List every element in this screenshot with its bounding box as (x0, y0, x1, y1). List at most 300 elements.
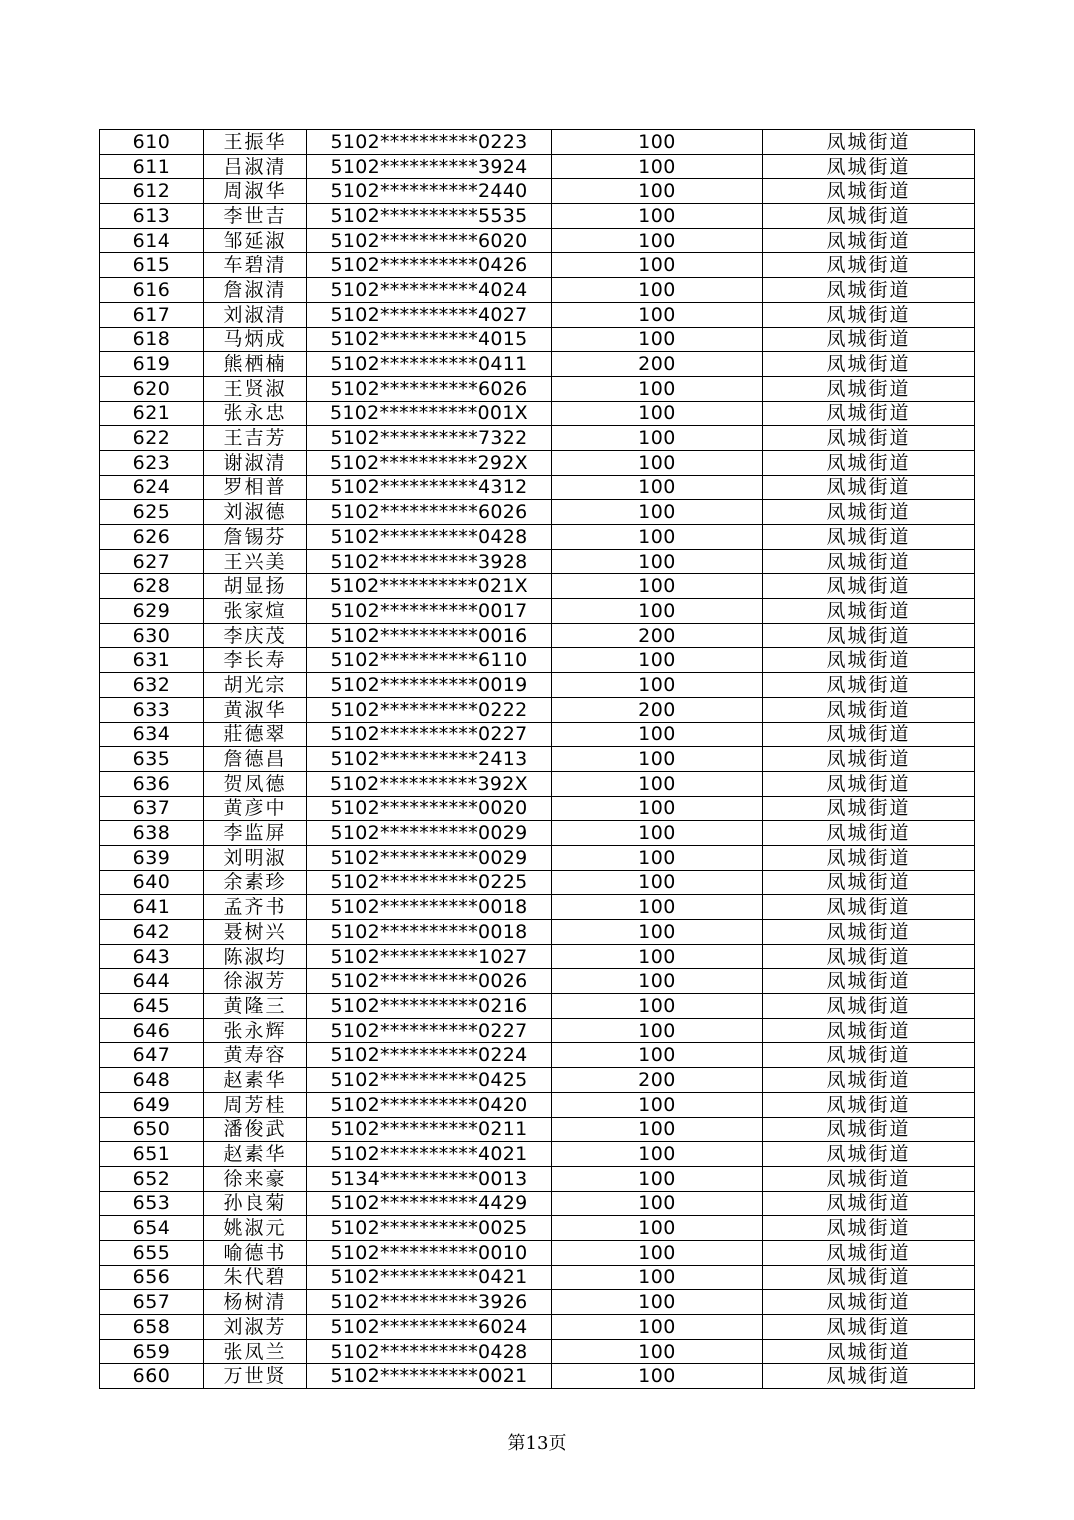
cell-id-number: 5102**********0016 (307, 623, 552, 648)
cell-amount: 100 (552, 944, 763, 969)
cell-street: 凤城街道 (763, 895, 975, 920)
cell-serial-number: 642 (100, 920, 204, 945)
cell-person-name: 李监屏 (204, 821, 307, 846)
cell-person-name: 马炳成 (204, 327, 307, 352)
cell-person-name: 周芳桂 (204, 1092, 307, 1117)
cell-id-number: 5102**********2440 (307, 179, 552, 204)
cell-amount: 100 (552, 130, 763, 155)
cell-serial-number: 654 (100, 1216, 204, 1241)
cell-street: 凤城街道 (763, 1364, 975, 1389)
cell-street: 凤城街道 (763, 1018, 975, 1043)
cell-id-number: 5102**********3924 (307, 154, 552, 179)
table-row (100, 1216, 975, 1241)
cell-person-name: 周淑华 (204, 179, 307, 204)
cell-amount: 100 (552, 870, 763, 895)
table-row (100, 994, 975, 1019)
cell-serial-number: 659 (100, 1339, 204, 1364)
cell-person-name: 刘明淑 (204, 845, 307, 870)
cell-serial-number: 623 (100, 450, 204, 475)
cell-serial-number: 643 (100, 944, 204, 969)
cell-amount: 100 (552, 376, 763, 401)
cell-id-number: 5102**********6026 (307, 376, 552, 401)
cell-id-number: 5102**********392X (307, 771, 552, 796)
cell-street: 凤城街道 (763, 525, 975, 550)
cell-amount: 100 (552, 475, 763, 500)
cell-amount: 100 (552, 1216, 763, 1241)
cell-person-name: 喻德书 (204, 1240, 307, 1265)
cell-id-number: 5102**********0029 (307, 821, 552, 846)
cell-serial-number: 652 (100, 1166, 204, 1191)
cell-id-number: 5102**********021X (307, 574, 552, 599)
cell-serial-number: 660 (100, 1364, 204, 1389)
cell-person-name: 贺凤德 (204, 771, 307, 796)
cell-amount: 100 (552, 278, 763, 303)
cell-amount: 100 (552, 845, 763, 870)
cell-serial-number: 644 (100, 969, 204, 994)
cell-person-name: 黄隆三 (204, 994, 307, 1019)
cell-street: 凤城街道 (763, 426, 975, 451)
cell-serial-number: 632 (100, 673, 204, 698)
cell-id-number: 5102**********7322 (307, 426, 552, 451)
cell-id-number: 5102**********292X (307, 450, 552, 475)
cell-amount: 100 (552, 228, 763, 253)
cell-person-name: 孙良菊 (204, 1191, 307, 1216)
cell-amount: 200 (552, 1068, 763, 1093)
table-row (100, 1191, 975, 1216)
cell-id-number: 5102**********0216 (307, 994, 552, 1019)
cell-id-number: 5102**********0026 (307, 969, 552, 994)
cell-street: 凤城街道 (763, 253, 975, 278)
table-row (100, 352, 975, 377)
cell-serial-number: 645 (100, 994, 204, 1019)
cell-id-number: 5102**********0224 (307, 1043, 552, 1068)
cell-serial-number: 611 (100, 154, 204, 179)
cell-amount: 100 (552, 1166, 763, 1191)
cell-id-number: 5102**********0223 (307, 130, 552, 155)
cell-amount: 100 (552, 401, 763, 426)
cell-serial-number: 633 (100, 697, 204, 722)
cell-amount: 100 (552, 895, 763, 920)
cell-serial-number: 655 (100, 1240, 204, 1265)
cell-amount: 200 (552, 352, 763, 377)
cell-amount: 100 (552, 969, 763, 994)
roster-table (99, 129, 975, 1389)
cell-person-name: 杨树清 (204, 1290, 307, 1315)
cell-street: 凤城街道 (763, 796, 975, 821)
cell-person-name: 黄淑华 (204, 697, 307, 722)
cell-amount: 100 (552, 920, 763, 945)
cell-street: 凤城街道 (763, 1117, 975, 1142)
cell-serial-number: 641 (100, 895, 204, 920)
cell-id-number: 5102**********4429 (307, 1191, 552, 1216)
cell-person-name: 万世贤 (204, 1364, 307, 1389)
cell-street: 凤城街道 (763, 204, 975, 229)
cell-amount: 100 (552, 673, 763, 698)
cell-serial-number: 617 (100, 302, 204, 327)
cell-serial-number: 624 (100, 475, 204, 500)
table-row (100, 574, 975, 599)
cell-amount: 100 (552, 1240, 763, 1265)
cell-person-name: 赵素华 (204, 1142, 307, 1167)
cell-amount: 100 (552, 500, 763, 525)
cell-street: 凤城街道 (763, 500, 975, 525)
cell-person-name: 徐淑芳 (204, 969, 307, 994)
cell-amount: 100 (552, 327, 763, 352)
cell-street: 凤城街道 (763, 1043, 975, 1068)
cell-amount: 100 (552, 549, 763, 574)
cell-amount: 100 (552, 302, 763, 327)
cell-serial-number: 640 (100, 870, 204, 895)
cell-person-name: 詹锡芬 (204, 525, 307, 550)
table-row (100, 1290, 975, 1315)
cell-amount: 100 (552, 253, 763, 278)
cell-serial-number: 626 (100, 525, 204, 550)
cell-person-name: 黄彦中 (204, 796, 307, 821)
cell-person-name: 张凤兰 (204, 1339, 307, 1364)
cell-person-name: 黄寿容 (204, 1043, 307, 1068)
cell-street: 凤城街道 (763, 623, 975, 648)
cell-person-name: 孟齐书 (204, 895, 307, 920)
cell-amount: 100 (552, 821, 763, 846)
cell-id-number: 5102**********3926 (307, 1290, 552, 1315)
cell-amount: 100 (552, 1315, 763, 1340)
table-row (100, 475, 975, 500)
cell-id-number: 5102**********4312 (307, 475, 552, 500)
cell-street: 凤城街道 (763, 599, 975, 624)
cell-id-number: 5102**********0211 (307, 1117, 552, 1142)
table-row (100, 1315, 975, 1340)
cell-id-number: 5102**********0025 (307, 1216, 552, 1241)
cell-id-number: 5102**********0029 (307, 845, 552, 870)
table-row (100, 722, 975, 747)
cell-id-number: 5102**********4027 (307, 302, 552, 327)
cell-street: 凤城街道 (763, 1191, 975, 1216)
cell-id-number: 5102**********0017 (307, 599, 552, 624)
table-row (100, 253, 975, 278)
cell-serial-number: 625 (100, 500, 204, 525)
cell-serial-number: 627 (100, 549, 204, 574)
cell-serial-number: 630 (100, 623, 204, 648)
cell-street: 凤城街道 (763, 1166, 975, 1191)
cell-serial-number: 636 (100, 771, 204, 796)
table-row (100, 870, 975, 895)
cell-id-number: 5102**********0425 (307, 1068, 552, 1093)
table-row (100, 130, 975, 155)
cell-street: 凤城街道 (763, 130, 975, 155)
cell-serial-number: 618 (100, 327, 204, 352)
cell-amount: 100 (552, 1018, 763, 1043)
cell-street: 凤城街道 (763, 845, 975, 870)
table-row (100, 1339, 975, 1364)
cell-street: 凤城街道 (763, 1216, 975, 1241)
table-row (100, 1265, 975, 1290)
cell-street: 凤城街道 (763, 401, 975, 426)
cell-amount: 100 (552, 1191, 763, 1216)
table-row (100, 599, 975, 624)
cell-street: 凤城街道 (763, 697, 975, 722)
cell-person-name: 李长寿 (204, 648, 307, 673)
cell-street: 凤城街道 (763, 327, 975, 352)
cell-id-number: 5102**********0426 (307, 253, 552, 278)
cell-person-name: 王振华 (204, 130, 307, 155)
cell-amount: 100 (552, 722, 763, 747)
cell-amount: 100 (552, 1290, 763, 1315)
table-row (100, 500, 975, 525)
cell-id-number: 5102**********0411 (307, 352, 552, 377)
cell-amount: 100 (552, 747, 763, 772)
cell-street: 凤城街道 (763, 771, 975, 796)
table-row (100, 895, 975, 920)
table-row (100, 1117, 975, 1142)
cell-serial-number: 631 (100, 648, 204, 673)
table-row (100, 969, 975, 994)
cell-serial-number: 628 (100, 574, 204, 599)
cell-street: 凤城街道 (763, 475, 975, 500)
cell-id-number: 5102**********0010 (307, 1240, 552, 1265)
cell-person-name: 王吉芳 (204, 426, 307, 451)
cell-street: 凤城街道 (763, 673, 975, 698)
cell-serial-number: 620 (100, 376, 204, 401)
cell-serial-number: 616 (100, 278, 204, 303)
cell-amount: 200 (552, 697, 763, 722)
table-row (100, 525, 975, 550)
cell-street: 凤城街道 (763, 179, 975, 204)
cell-serial-number: 622 (100, 426, 204, 451)
cell-amount: 100 (552, 599, 763, 624)
cell-amount: 100 (552, 1142, 763, 1167)
cell-street: 凤城街道 (763, 994, 975, 1019)
cell-street: 凤城街道 (763, 969, 975, 994)
cell-street: 凤城街道 (763, 1339, 975, 1364)
cell-person-name: 张家煊 (204, 599, 307, 624)
roster-table-container (99, 129, 974, 1389)
cell-id-number: 5102**********0227 (307, 1018, 552, 1043)
cell-person-name: 徐来豪 (204, 1166, 307, 1191)
cell-amount: 100 (552, 771, 763, 796)
cell-street: 凤城街道 (763, 376, 975, 401)
cell-amount: 100 (552, 204, 763, 229)
cell-amount: 100 (552, 154, 763, 179)
cell-serial-number: 619 (100, 352, 204, 377)
cell-id-number: 5102**********3928 (307, 549, 552, 574)
cell-street: 凤城街道 (763, 352, 975, 377)
cell-person-name: 胡显扬 (204, 574, 307, 599)
cell-serial-number: 646 (100, 1018, 204, 1043)
cell-street: 凤城街道 (763, 821, 975, 846)
cell-street: 凤城街道 (763, 870, 975, 895)
cell-serial-number: 613 (100, 204, 204, 229)
cell-person-name: 刘淑芳 (204, 1315, 307, 1340)
cell-serial-number: 614 (100, 228, 204, 253)
cell-person-name: 李庆茂 (204, 623, 307, 648)
cell-id-number: 5102**********6024 (307, 1315, 552, 1340)
cell-serial-number: 647 (100, 1043, 204, 1068)
table-row (100, 450, 975, 475)
page-number: 第13页 (507, 1433, 567, 1454)
cell-street: 凤城街道 (763, 549, 975, 574)
cell-amount: 100 (552, 1043, 763, 1068)
cell-person-name: 莊德翠 (204, 722, 307, 747)
cell-id-number: 5102**********0227 (307, 722, 552, 747)
cell-id-number: 5102**********0021 (307, 1364, 552, 1389)
cell-street: 凤城街道 (763, 1068, 975, 1093)
table-row (100, 648, 975, 673)
cell-street: 凤城街道 (763, 1290, 975, 1315)
cell-person-name: 朱代碧 (204, 1265, 307, 1290)
table-row (100, 821, 975, 846)
cell-id-number: 5102**********0420 (307, 1092, 552, 1117)
cell-id-number: 5102**********0225 (307, 870, 552, 895)
table-row (100, 376, 975, 401)
cell-street: 凤城街道 (763, 1315, 975, 1340)
table-row (100, 1092, 975, 1117)
cell-person-name: 陈淑均 (204, 944, 307, 969)
cell-id-number: 5102**********0421 (307, 1265, 552, 1290)
cell-id-number: 5102**********0018 (307, 895, 552, 920)
table-row (100, 154, 975, 179)
cell-person-name: 吕淑清 (204, 154, 307, 179)
cell-amount: 200 (552, 623, 763, 648)
cell-person-name: 聂树兴 (204, 920, 307, 945)
cell-serial-number: 656 (100, 1265, 204, 1290)
cell-person-name: 潘俊武 (204, 1117, 307, 1142)
roster-table-body (100, 130, 975, 1389)
table-row (100, 1240, 975, 1265)
table-row (100, 179, 975, 204)
cell-serial-number: 610 (100, 130, 204, 155)
table-row (100, 204, 975, 229)
table-row (100, 771, 975, 796)
cell-person-name: 李世吉 (204, 204, 307, 229)
cell-street: 凤城街道 (763, 648, 975, 673)
cell-serial-number: 653 (100, 1191, 204, 1216)
cell-street: 凤城街道 (763, 278, 975, 303)
table-row (100, 401, 975, 426)
table-row (100, 673, 975, 698)
table-row (100, 1166, 975, 1191)
table-row (100, 1018, 975, 1043)
cell-id-number: 5102**********0222 (307, 697, 552, 722)
table-row (100, 302, 975, 327)
cell-street: 凤城街道 (763, 154, 975, 179)
table-row (100, 845, 975, 870)
cell-serial-number: 651 (100, 1142, 204, 1167)
cell-street: 凤城街道 (763, 1142, 975, 1167)
cell-id-number: 5102**********2413 (307, 747, 552, 772)
cell-serial-number: 637 (100, 796, 204, 821)
cell-id-number: 5102**********4024 (307, 278, 552, 303)
cell-serial-number: 658 (100, 1315, 204, 1340)
cell-id-number: 5102**********0018 (307, 920, 552, 945)
table-row (100, 1043, 975, 1068)
cell-street: 凤城街道 (763, 920, 975, 945)
cell-amount: 100 (552, 450, 763, 475)
table-row (100, 1068, 975, 1093)
table-row (100, 549, 975, 574)
table-row (100, 697, 975, 722)
cell-amount: 100 (552, 525, 763, 550)
cell-person-name: 邹延淑 (204, 228, 307, 253)
cell-amount: 100 (552, 648, 763, 673)
cell-serial-number: 648 (100, 1068, 204, 1093)
cell-amount: 100 (552, 179, 763, 204)
cell-person-name: 张永忠 (204, 401, 307, 426)
cell-street: 凤城街道 (763, 747, 975, 772)
cell-id-number: 5102**********001X (307, 401, 552, 426)
cell-id-number: 5102**********1027 (307, 944, 552, 969)
cell-id-number: 5102**********0020 (307, 796, 552, 821)
cell-amount: 100 (552, 574, 763, 599)
cell-id-number: 5102**********0019 (307, 673, 552, 698)
table-row (100, 747, 975, 772)
cell-amount: 100 (552, 796, 763, 821)
table-row (100, 1142, 975, 1167)
table-row (100, 278, 975, 303)
cell-street: 凤城街道 (763, 722, 975, 747)
cell-street: 凤城街道 (763, 574, 975, 599)
cell-id-number: 5102**********6110 (307, 648, 552, 673)
cell-id-number: 5102**********5535 (307, 204, 552, 229)
cell-person-name: 罗相普 (204, 475, 307, 500)
cell-person-name: 谢淑清 (204, 450, 307, 475)
cell-id-number: 5134**********0013 (307, 1166, 552, 1191)
cell-serial-number: 615 (100, 253, 204, 278)
cell-serial-number: 650 (100, 1117, 204, 1142)
cell-street: 凤城街道 (763, 1240, 975, 1265)
cell-serial-number: 621 (100, 401, 204, 426)
cell-person-name: 詹德昌 (204, 747, 307, 772)
cell-amount: 100 (552, 1339, 763, 1364)
cell-street: 凤城街道 (763, 302, 975, 327)
cell-serial-number: 638 (100, 821, 204, 846)
cell-street: 凤城街道 (763, 450, 975, 475)
cell-person-name: 熊栖楠 (204, 352, 307, 377)
table-row (100, 1364, 975, 1389)
table-row (100, 623, 975, 648)
cell-amount: 100 (552, 426, 763, 451)
cell-id-number: 5102**********4015 (307, 327, 552, 352)
table-row (100, 920, 975, 945)
cell-street: 凤城街道 (763, 228, 975, 253)
cell-person-name: 詹淑清 (204, 278, 307, 303)
cell-person-name: 刘淑德 (204, 500, 307, 525)
cell-amount: 100 (552, 1364, 763, 1389)
cell-serial-number: 639 (100, 845, 204, 870)
table-row (100, 796, 975, 821)
cell-id-number: 5102**********0428 (307, 1339, 552, 1364)
cell-person-name: 赵素华 (204, 1068, 307, 1093)
cell-amount: 100 (552, 1117, 763, 1142)
cell-serial-number: 634 (100, 722, 204, 747)
cell-street: 凤城街道 (763, 1092, 975, 1117)
cell-amount: 100 (552, 994, 763, 1019)
cell-person-name: 王兴美 (204, 549, 307, 574)
cell-person-name: 车碧清 (204, 253, 307, 278)
cell-serial-number: 657 (100, 1290, 204, 1315)
cell-person-name: 王贤淑 (204, 376, 307, 401)
cell-id-number: 5102**********6020 (307, 228, 552, 253)
cell-amount: 100 (552, 1092, 763, 1117)
cell-serial-number: 629 (100, 599, 204, 624)
cell-person-name: 张永辉 (204, 1018, 307, 1043)
cell-street: 凤城街道 (763, 1265, 975, 1290)
table-row (100, 944, 975, 969)
cell-person-name: 刘淑清 (204, 302, 307, 327)
cell-id-number: 5102**********0428 (307, 525, 552, 550)
cell-person-name: 姚淑元 (204, 1216, 307, 1241)
cell-id-number: 5102**********6026 (307, 500, 552, 525)
cell-serial-number: 635 (100, 747, 204, 772)
